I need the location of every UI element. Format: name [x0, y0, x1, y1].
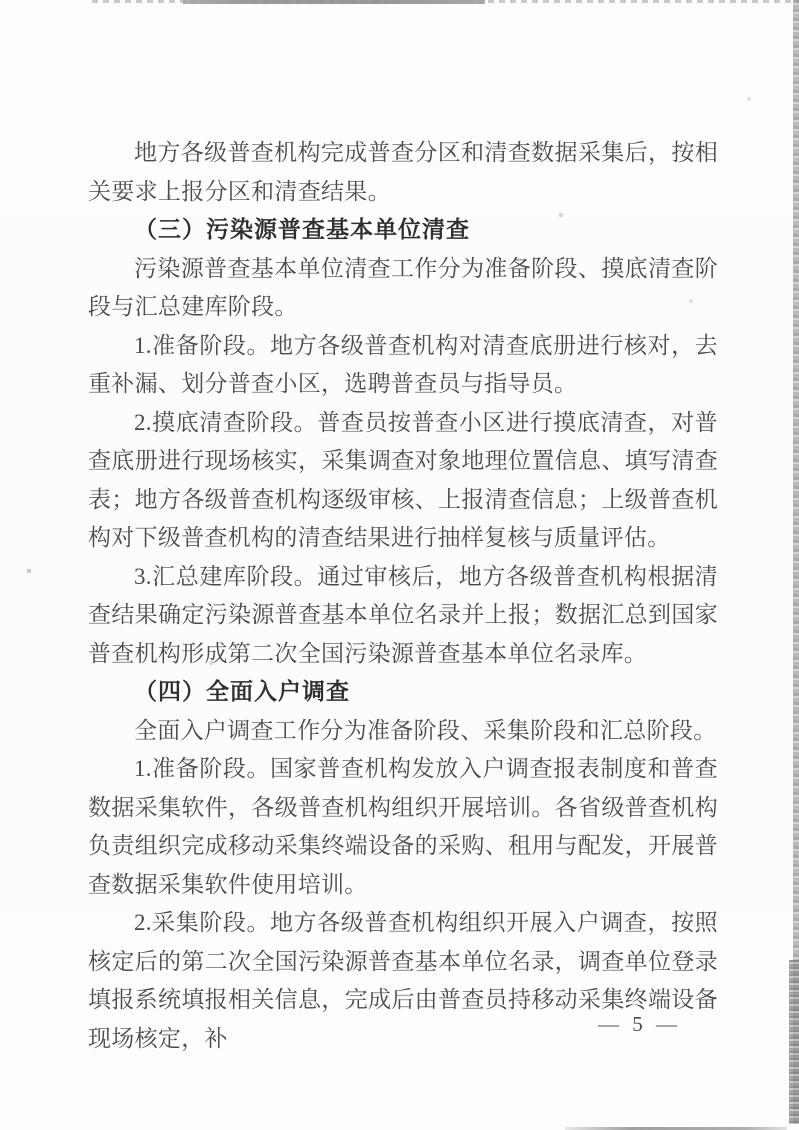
- scan-artifact-right-band-lower: [789, 960, 799, 1124]
- paragraph: 1.准备阶段。国家普查机构发放入户调查报表制度和普查数据采集软件，各级普查机构组织开展培训。各省级普查机构负责组织完成移动采集终端设备的采购、租用与配发，开展普查数据采集软件使用培训。: [88, 756, 718, 897]
- paragraph: 3.汇总建库阶段。通过审核后，地方各级普查机构根据清查结果确定污染源普查基本单位名录并上报；数据汇总到国家普查机构形成第二次全国污染源普查基本单位名录库。: [88, 563, 718, 666]
- section-heading: （四）全面入户调查: [134, 679, 350, 704]
- scan-artifact-top-dashes: [92, 0, 799, 3]
- paragraph: 2.采集阶段。地方各级普查机构组织开展入户调查，按照核定后的第二次全国污染源普查基本单位名录，调查单位登录填报系统填报相关信息，完成后由普查员持移动采集终端设备现场核定，补: [88, 910, 718, 1051]
- paragraph: 污染源普查基本单位清查工作分为准备阶段、摸底清查阶段与汇总建库阶段。: [88, 255, 718, 319]
- section-heading: （三）污染源普查基本单位清查: [134, 217, 470, 242]
- paragraph: 2.摸底清查阶段。普查员按普查小区进行摸底清查，对普查底册进行现场核实，采集调查对象地理位置信息、填写清查表；地方各级普查机构逐级审核、上报清查信息；上级普查机构对下级普查机构的清查结果进行抽样复核与质量评估。: [88, 409, 718, 550]
- scan-artifact-right-band: [793, 0, 799, 1124]
- paragraph: 1.准备阶段。地方各级普查机构对清查底册进行核对，去重补漏、划分普查小区，选聘普查员与指导员。: [88, 332, 718, 396]
- document-body: [88, 134, 718, 1058]
- paragraph: 全面入户调查工作分为准备阶段、采集阶段和汇总阶段。: [134, 717, 717, 743]
- paragraph: 地方各级普查机构完成普查分区和清查数据采集后，按相关要求上报分区和清查结果。: [88, 140, 718, 204]
- scan-noise-specks: [0, 0, 2, 2]
- page-number: — 5 —: [598, 1012, 681, 1036]
